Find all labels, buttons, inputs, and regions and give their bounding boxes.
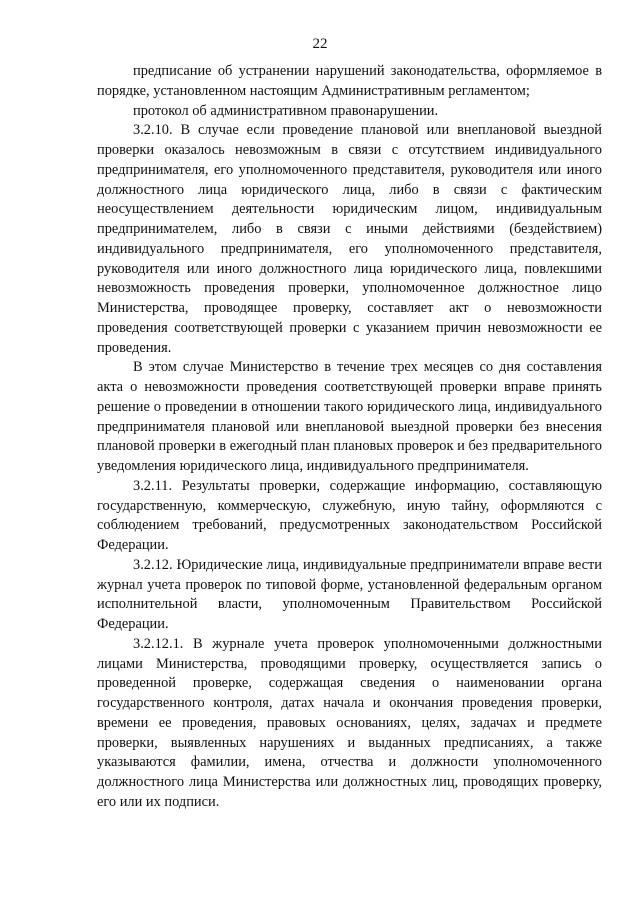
paragraph-3-2-12-1: 3.2.12.1. В журнале учета проверок уполномоченными должностными лицами Министерства, проводящими проверку, осуществляется запись о проведенной проверке, содержащая сведения о наименовании органа государственного контроля, датах начала и окончания проведения проверки, времени ее проведения, правовых основаниях, целях, задачах и предмете проверки, выявленных нарушениях и выданных предписаниях, а также указываются фамилии, имена, отчества и должности уполномоченного должностного лица Министерства или должностных лиц, проводящих проверку, его или их подписи. <box>97 635 602 810</box>
paragraph-order-clause: предписание об устранении нарушений законодательства, оформляемое в порядке, установленном настоящим Административным регламентом; <box>97 63 602 99</box>
page-number: 22 <box>312 36 328 52</box>
paragraph-3-2-10-continued: В этом случае Министерство в течение трех месяцев со дня составления акта о невозможности проведения соответствующей проверки вправе принять решение о проведении в отношении такого юридического лица, индивидуального предпринимателя плановой или внеплановой выездной проверки без внесения плановой проверки в ежегодный план плановых проверок и без предварительного уведомления юридического лица, индивидуального предпринимателя. <box>97 359 602 474</box>
paragraph-3-2-12: 3.2.12. Юридические лица, индивидуальные предприниматели вправе вести журнал учета проверок по типовой форме, установленной федеральным органом исполнительной власти, уполномоченным Правительством Российской Федерации. <box>97 556 602 632</box>
paragraph-protocol-clause: протокол об административном правонарушении. <box>133 102 439 119</box>
paragraph-3-2-10: 3.2.10. В случае если проведение плановой или внеплановой выездной проверки оказалось невозможным в связи с отсутствием индивидуального предпринимателя, его уполномоченного представителя, руководителя или иного должностного лица юридического лица, либо в связи с фактическим неосуществлением деятельности юридическим лицом, индивидуальным предпринимателем, либо в связи с иными действиями (бездействием) индивидуального предпринимателя, его уполномоченного представителя, руководителя или иного должностного лица юридического лица, повлекшими невозможность проведения проверки, уполномоченное должностное лицо Министерства, проводящее проверку, составляет акт о невозможности проведения соответствующей проверки с указанием причин невозможности ее проведения. <box>97 122 602 356</box>
paragraph-3-2-11: 3.2.11. Результаты проверки, содержащие информацию, составляющую государственную, коммерческую, служебную, иную тайну, оформляются с соблюдением требований, предусмотренных законодательством Российской Федерации. <box>97 477 602 553</box>
document-body <box>97 62 602 813</box>
